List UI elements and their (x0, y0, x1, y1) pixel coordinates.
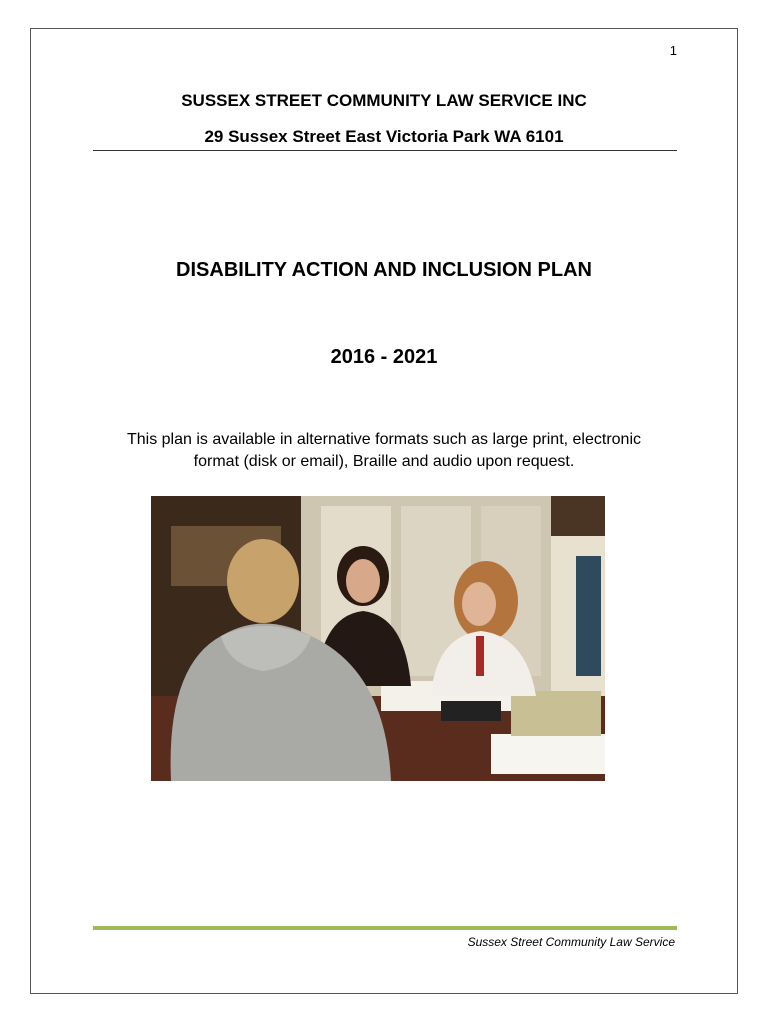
footer-organization: Sussex Street Community Law Service (467, 935, 675, 949)
availability-line-1: This plan is available in alternative formats such as large print, electronic (126, 431, 642, 448)
meeting-photo (151, 496, 605, 781)
document-page (30, 28, 738, 994)
photo-illustration (151, 496, 605, 781)
header-divider (93, 150, 677, 151)
availability-statement (81, 429, 687, 473)
document-years: 2016 - 2021 (330, 346, 438, 368)
footer-divider (93, 926, 677, 930)
document-title: DISABILITY ACTION AND INCLUSION PLAN (176, 259, 592, 281)
organization-name: SUSSEX STREET COMMUNITY LAW SERVICE INC (181, 91, 587, 110)
availability-line-2: format (disk or email), Braille and audio upon request. (193, 453, 575, 470)
organization-address: 29 Sussex Street East Victoria Park WA 6101 (204, 127, 564, 146)
page-number: 1 (669, 43, 677, 58)
